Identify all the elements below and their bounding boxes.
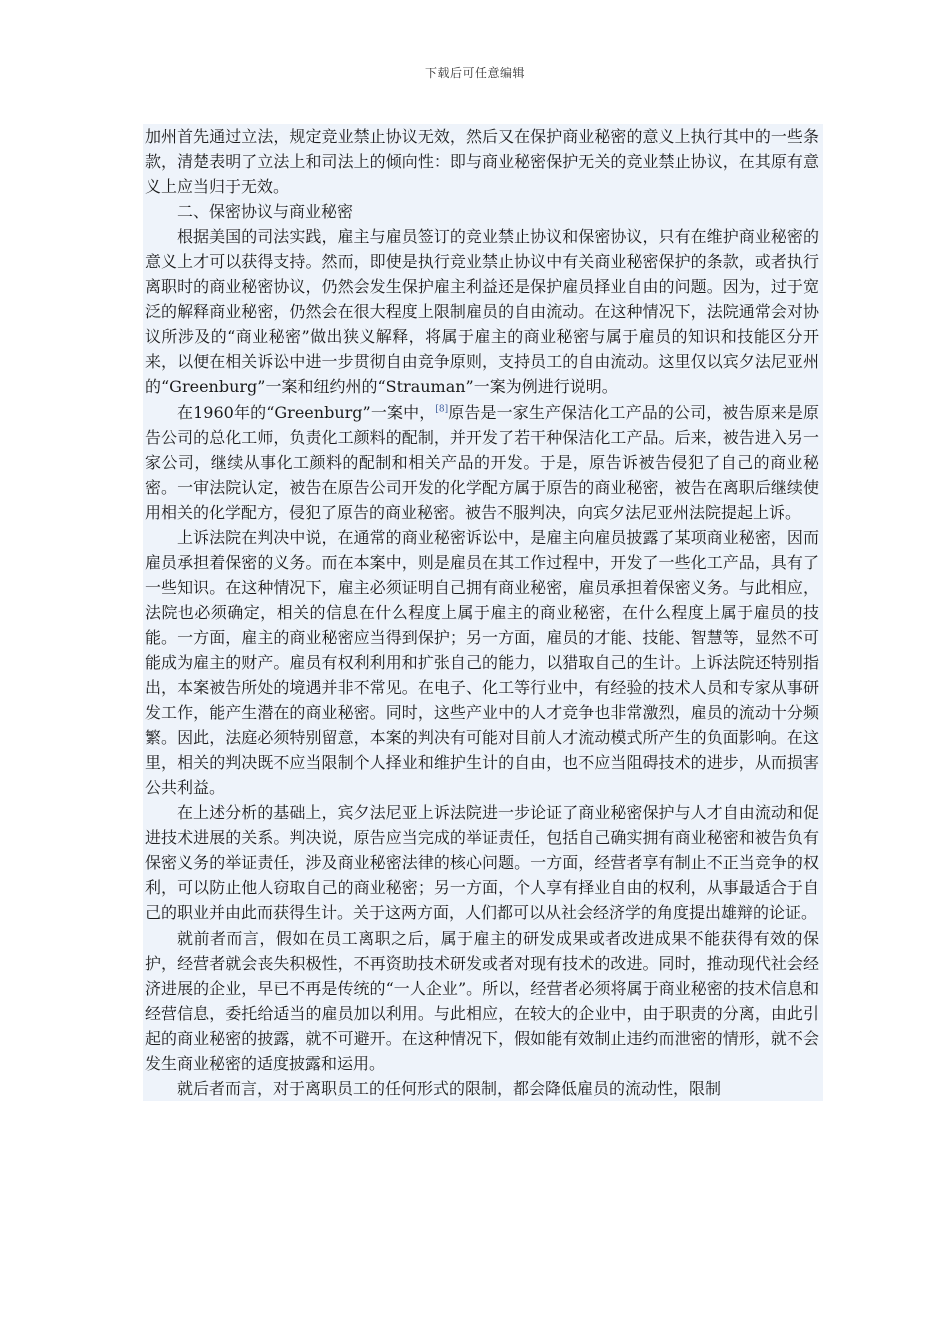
paragraph-7: 就后者而言，对于离职员工的任何形式的限制，都会降低雇员的流动性，限制 xyxy=(143,1076,823,1101)
footnote-ref-link[interactable]: [8] xyxy=(435,404,449,415)
paragraph-5: 在上述分析的基础上，宾夕法尼亚上诉法院进一步论证了商业秘密保护与人才自由流动和促进技术进展的关系。判决说，原告应当完成的举证责任，包括自己确实拥有商业秘密和被告负有保密义务的举证责任，涉及商业秘密法律的核心问题。一方面，经营者享有制止不正当竞争的权利，可以防止他人窃取自己的商业秘密；另一方面，个人享有择业自由的权利，从事最适合于自己的职业并由此而获得生计。关于这两方面，人们都可以从社会经济学的角度提出雄辩的论证。 xyxy=(143,800,823,925)
paragraph-3 xyxy=(143,400,823,525)
paragraph-6: 就前者而言，假如在员工离职之后，属于雇主的研发成果或者改进成果不能获得有效的保护，经营者就会丧失积极性，不再资助技术研发或者对现有技术的改进。同时，推动现代社会经济进展的企业，早已不再是传统的“一人企业”。所以，经营者必须将属于商业秘密的技术信息和经营信息，委托给适当的雇员加以利用。与此相应，在较大的企业中，由于职责的分离，由此引起的商业秘密的披露，就不可避开。在这种情况下，假如能有效制止违约而泄密的情形，就不会发生商业秘密的适度披露和运用。 xyxy=(143,926,823,1076)
paragraph-3-text-a: 在1960年的“Greenburg”一案中， xyxy=(177,402,436,422)
page-header: 下载后可任意编辑 xyxy=(424,66,525,80)
paragraph-2: 根据美国的司法实践，雇主与雇员签订的竞业禁止协议和保密协议，只有在维护商业秘密的意义上才可以获得支持。然而，即使是执行竞业禁止协议中有关商业秘密保护的条款，或者执行离职时的商业秘密协议，仍然会发生保护雇主利益还是保护雇员择业自由的问题。因为，过于宽泛的解释商业秘密，仍然会在很大程度上限制雇员的自由流动。在这种情况下，法院通常会对协议所涉及的“商业秘密”做出狭义解释，将属于雇主的商业秘密与属于雇员的知识和技能区分开来，以便在相关诉讼中进一步贯彻自由竞争原则，支持员工的自由流动。这里仅以宾夕法尼亚州的“Greenburg”一案和纽约州的“Strauman”一案为例进行说明。 xyxy=(143,224,823,399)
paragraph-3-text-b: 原告是一家生产保洁化工产品的公司，被告原来是原告公司的总化工师，负责化工颜料的配制，并开发了若干种保洁化工产品。后来，被告进入另一家公司，继续从事化工颜料的配制和相关产品的开发。于是，原告诉被告侵犯了自己的商业秘密。一审法院认定，被告在原告公司开发的化学配方属于原告的商业秘密，被告在离职后继续使用相关的化学配方，侵犯了原告的商业秘密。被告不服判决，向宾夕法尼亚州法院提起上诉。 xyxy=(145,402,819,522)
paragraph-4: 上诉法院在判决中说，在通常的商业秘密诉讼中，是雇主向雇员披露了某项商业秘密，因而雇员承担着保密的义务。而在本案中，则是雇员在其工作过程中，开发了一些化工产品，具有了一些知识。在这种情况下，雇主必须证明自己拥有商业秘密，雇员承担着保密义务。与此相应，法院也必须确定，相关的信息在什么程度上属于雇主的商业秘密，在什么程度上属于雇员的技能。一方面，雇主的商业秘密应当得到保护；另一方面，雇员的才能、技能、智慧等，显然不可能成为雇主的财产。雇员有权利利用和扩张自己的能力，以猎取自己的生计。上诉法院还特别指出，本案被告所处的境遇并非不常见。在电子、化工等行业中，有经验的技术人员和专家从事研发工作，能产生潜在的商业秘密。同时，这些产业中的人才竞争也非常激烈，雇员的流动十分频繁。因此，法庭必须特别留意，本案的判决有可能对目前人才流动模式所产生的负面影响。在这里，相关的判决既不应当限制个人择业和维护生计的自由，也不应当阻碍技术的进步，从而损害公共利益。 xyxy=(143,525,823,801)
paragraph-1: 加州首先通过立法，规定竞业禁止协议无效，然后又在保护商业秘密的意义上执行其中的一些条款，清楚表明了立法上和司法上的倾向性：即与商业秘密保护无关的竞业禁止协议，在其原有意义上应当归于无效。 xyxy=(143,124,823,199)
document-body xyxy=(143,124,823,1101)
section-heading: 二、保密协议与商业秘密 xyxy=(143,199,823,224)
